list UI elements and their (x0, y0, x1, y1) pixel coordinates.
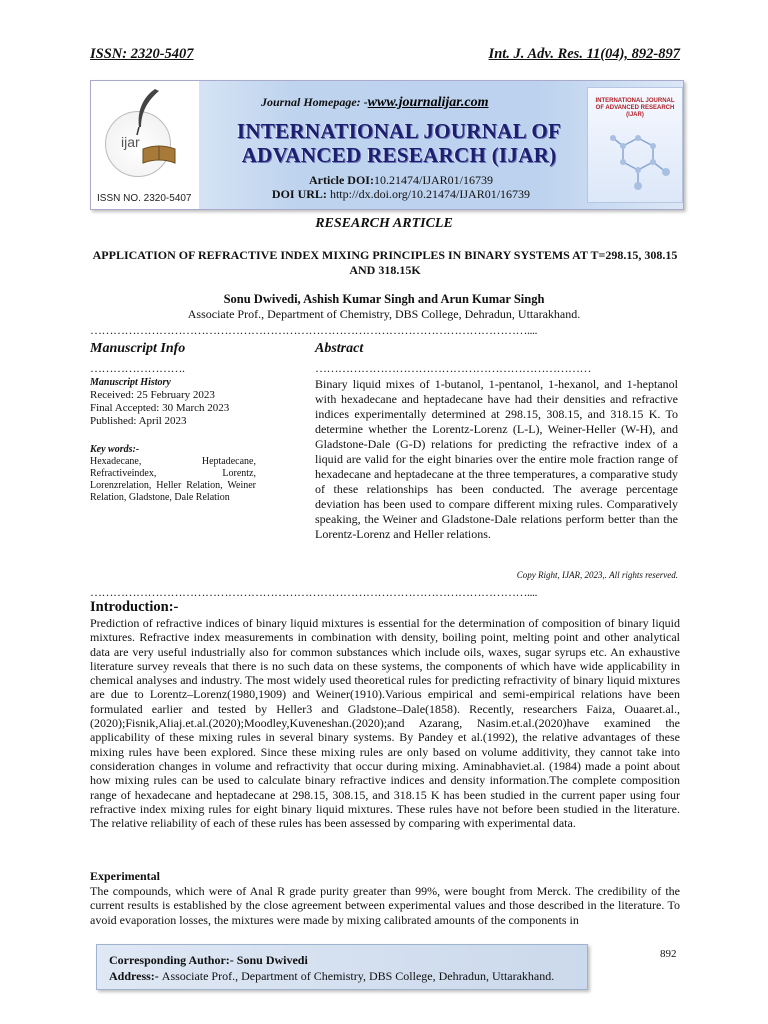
dotted-divider: ……………………………………………………………… (315, 361, 591, 375)
paper-title: APPLICATION OF REFRACTIVE INDEX MIXING PRINCIPLES IN BINARY SYSTEMS AT T=298.15, 308.15 AND 318.15K (92, 248, 678, 277)
abstract-heading: Abstract (315, 341, 364, 356)
journal-banner (90, 80, 684, 210)
doi-url-label: DOI URL: (271, 187, 327, 201)
accepted-date: Final Accepted: 30 March 2023 (90, 402, 230, 414)
doi-value: 10.21474/IJAR01/16739 (373, 173, 493, 187)
journal-cover-thumbnail (587, 87, 683, 203)
manuscript-history (90, 377, 260, 428)
published-date: Published: April 2023 (90, 415, 187, 427)
experimental-text: The compounds, which were of Anal R grade purity greater than 99%, were bought from Merck. The credibility of the current results is established by the close agreement between experimental values and those described in the literature. To avoid evaporation losses, the mixtures were made by mixing calibrated amounts of the components in (90, 884, 680, 927)
cover-title: INTERNATIONAL JOURNAL OF ADVANCED RESEARCH (IJAR) (595, 98, 675, 118)
corr-name: Sonu Dwivedi (236, 953, 308, 967)
manuscript-info-heading: Manuscript Info (90, 341, 186, 356)
experimental-heading: Experimental (90, 869, 160, 883)
journal-issn: ISSN: 2320-5407 (90, 46, 194, 62)
corresponding-address (109, 969, 554, 984)
logo-issn: ISSN NO. 2320-5407 (97, 193, 192, 204)
introduction-text: Prediction of refractive indices of binary liquid mixtures is essential for the determination of composition of binary liquid mixtures. Refractive index measurements in combination with density, boiling point, melting point and other analytical data are very useful industrially also for common substances which include oils, waxes, sugar syrups etc. An exhaustive literature survey reveals that there is no such data on these systems, the components of which have wide applicability in chemical analyses and industry. The most widely used theoretical rules for predicting refractivity of binary liquid mixtures are due to Lorentz–Lorenz(1980,1909) and Weiner(1910).Various empirical and semi-empirical relations have been formulated earlier and tested by Heller3 and Gladstone–Dale(1858). Recently, researchers Faiza, Ouaaret.al.,(2020);Fisnik,Aliaj.et.al.(2020);Moodley,Kuveneshan.(2020);and Azarang, Nasim.et.al.(2020)have examined the applicability of these mixing rules in several binary systems. By Pandey et al.(1992), the relative advantages of these mixing rules have been explored. Since these mixing rules are only based on volume additivity, they cannot take into consideration changes in volume and refractivity that occur during mixing. Aminabhaviet.al. (1984) made a point about how mixing rules can be used to calculate binary refractive indices and density information.The complete composition range of hexadecane and heptadecane at 298.15, 308.15, and 318.15 K has been studied in the current paper using four refractive index mixing rules for eight binary liquid mixtures. These rules have not before been studied in the literature. The relative reliability of each of these rules has been assessed by comparing with experimental data. (90, 616, 680, 831)
abstract-text: Binary liquid mixes of 1-butanol, 1-pentanol, 1-hexanol, and 1-heptanol with hexadecane and heptadecane have had their densities and refractive indices experimentally determined at 298.15, 308.15, and 318.15 K. To determine whether the Lorentz-Lorenz (L-L), Weiner-Heller (W-H), and Gladstone-Dale (G-D) relations for predicting the refractive index of a liquid are valid for the eight binaries over the entire mole fraction range of hexadecane and heptadecane at the three temperatures, a comparative study of these relationships has been conducted. The average percentage deviation has been used to compare different mixing rules. Comparatively speaking, the Weiner and Gladstone-Dale relations perform better than the Lorentz-Lorenz and Heller relations. (315, 377, 678, 541)
dotted-divider: ……………………. (90, 361, 185, 375)
doi-block (241, 173, 561, 201)
book-icon (141, 141, 177, 167)
address-label: Address:- (109, 969, 162, 983)
corresponding-author (109, 953, 308, 968)
journal-title-line2: ADVANCED RESEARCH (IJAR) (241, 143, 557, 167)
homepage-link[interactable]: www.journalijar.com (367, 95, 489, 110)
article-type: RESEARCH ARTICLE (315, 216, 453, 231)
affiliation: Associate Prof., Department of Chemistry, DBS College, Dehradun, Uttarakhand. (187, 307, 581, 321)
history-label: Manuscript History (90, 377, 171, 388)
journal-logo (91, 81, 199, 209)
dotted-divider: …………………………………………………………………………………………………….... (90, 585, 537, 599)
doi-url-value[interactable]: http://dx.doi.org/10.21474/IJAR01/16739 (329, 187, 531, 201)
introduction-heading: Introduction:- (90, 599, 179, 615)
keywords-block (90, 444, 256, 504)
journal-homepage (261, 95, 489, 111)
keywords-label: Key words:- (90, 444, 140, 455)
homepage-label: Journal Homepage: - (261, 95, 368, 109)
corr-label: Corresponding Author:- (109, 953, 237, 967)
authors: Sonu Dwivedi, Ashish Kumar Singh and Arun Kumar Singh (223, 292, 545, 306)
dotted-divider: …………………………………………………………………………………………………….... (90, 323, 537, 337)
molecule-icon (608, 128, 678, 198)
journal-citation: Int. J. Adv. Res. 11(04), 892-897 (488, 46, 680, 62)
quill-icon (125, 87, 165, 137)
address-text: Associate Prof., Department of Chemistry, DBS College, Dehradun, Uttarakhand. (161, 969, 555, 983)
received-date: Received: 25 February 2023 (90, 389, 215, 401)
page-number: 892 (660, 948, 677, 960)
keywords: Hexadecane, Heptadecane, Refractiveindex, Lorentz, Lorenzrelation, Heller Relation, Weiner Relation, Gladstone, Dale Relation (90, 456, 256, 503)
copyright: Copy Right, IJAR, 2023,. All rights reserved. (516, 570, 678, 580)
journal-title-line1: INTERNATIONAL JOURNAL OF (236, 119, 562, 143)
doi-label: Article DOI: (309, 173, 374, 187)
logo-word: ijar (121, 134, 140, 150)
journal-title (219, 119, 579, 167)
corresponding-author-box (96, 944, 588, 990)
